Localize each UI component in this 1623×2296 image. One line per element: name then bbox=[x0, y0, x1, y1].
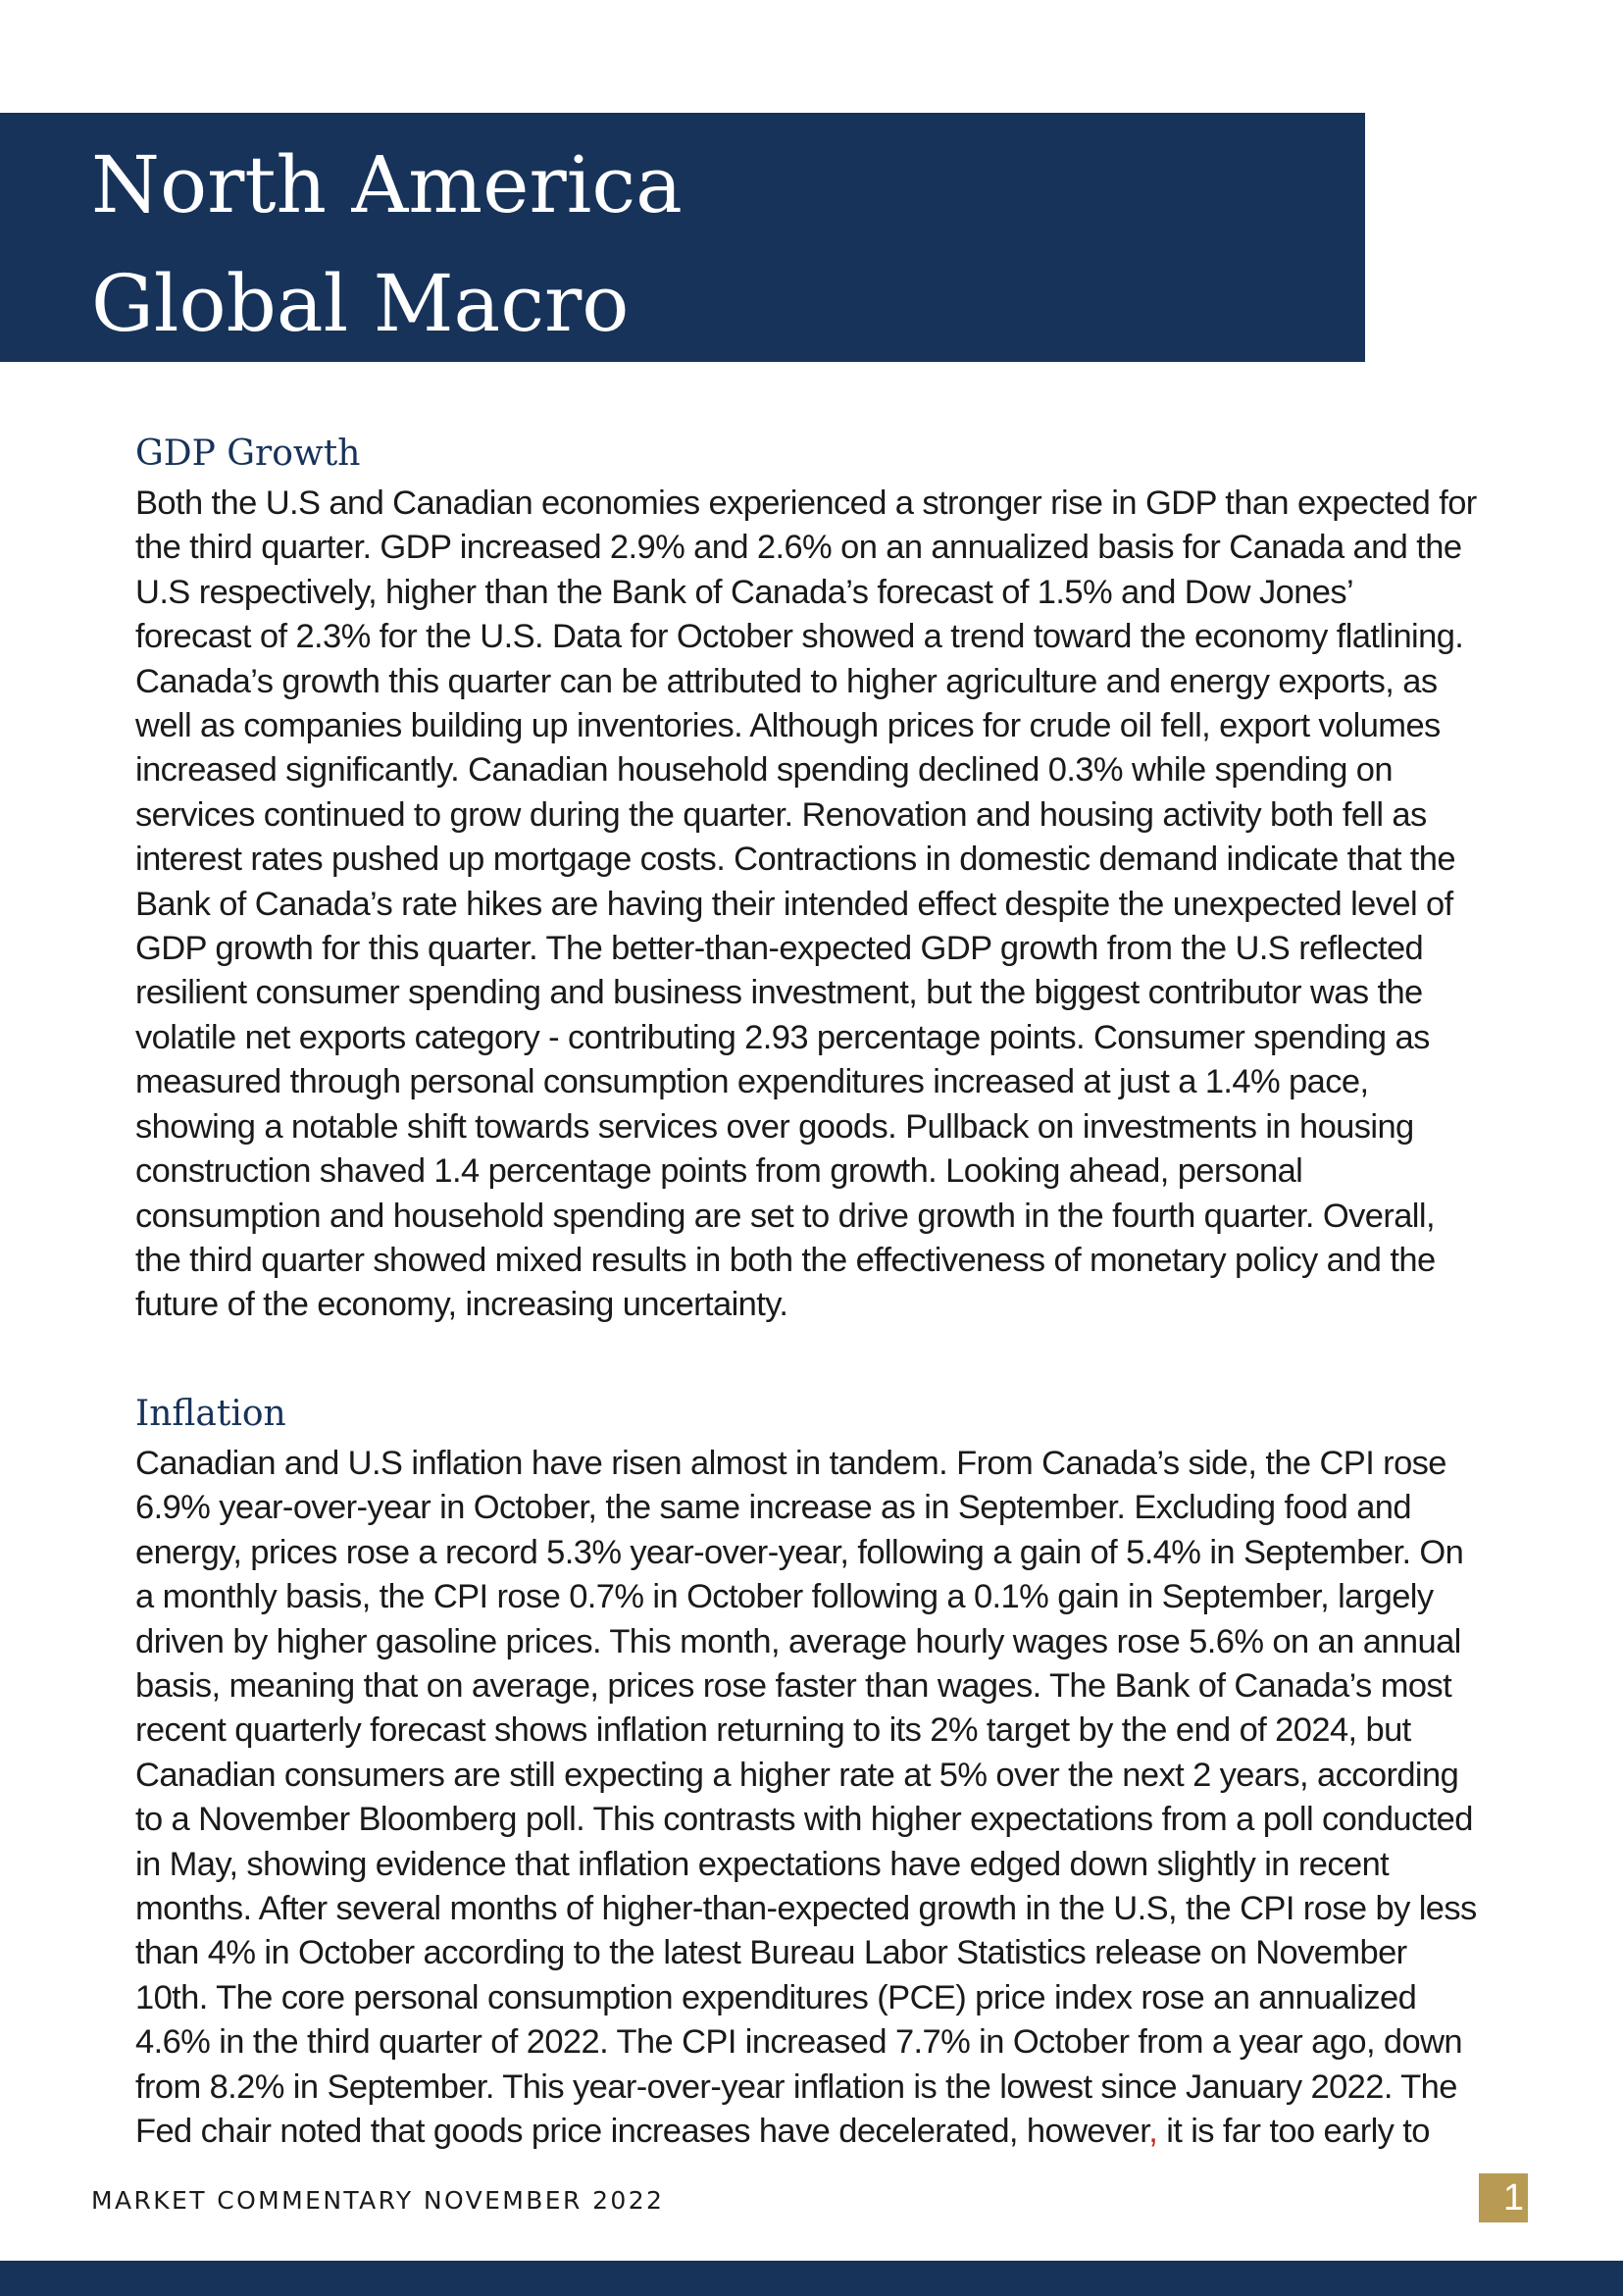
report-title-line-1: North America bbox=[91, 139, 683, 230]
paragraph-line: than 4% in October according to the latest Bureau Labor Statistics release on November bbox=[135, 1934, 1407, 1972]
gdp-growth-paragraph bbox=[135, 482, 1477, 1328]
paragraph-line: well as companies building up inventories. Although prices for crude oil fell, export volumes bbox=[135, 707, 1441, 745]
footer-bar bbox=[0, 2261, 1623, 2296]
line-text-after: it is far too early to bbox=[1157, 2113, 1430, 2151]
paragraph-line: in May, showing evidence that inflation expectations have edged down slightly in recent bbox=[135, 1845, 1390, 1883]
line-text-before: Fed chair noted that goods price increases have decelerated, however bbox=[135, 2113, 1149, 2151]
paragraph-line: showing a notable shift towards services over goods. Pullback on investments in housing bbox=[135, 1107, 1414, 1146]
paragraph-line-last bbox=[135, 2110, 1477, 2154]
paragraph-line: increased significantly. Canadian household spending declined 0.3% while spending on bbox=[135, 751, 1393, 790]
paragraph-line: GDP growth for this quarter. The better-than-expected GDP growth from the U.S reflected bbox=[135, 930, 1424, 968]
paragraph-line: recent quarterly forecast shows inflation returning to its 2% target by the end of 2024, but bbox=[135, 1711, 1411, 1750]
paragraph-line: future of the economy, increasing uncertainty. bbox=[135, 1286, 788, 1324]
paragraph-line: a monthly basis, the CPI rose 0.7% in October following a 0.1% gain in September, largely bbox=[135, 1578, 1434, 1616]
paragraph-line: energy, prices rose a record 5.3% year-over-year, following a gain of 5.4% in September. On bbox=[135, 1533, 1464, 1571]
paragraph-line: 4.6% in the third quarter of 2022. The CPI increased 7.7% in October from a year ago, down bbox=[135, 2023, 1462, 2062]
paragraph-line: U.S respectively, higher than the Bank of Canada’s forecast of 1.5% and Dow Jones’ bbox=[135, 573, 1354, 611]
section-heading-inflation: Inflation bbox=[135, 1394, 286, 1434]
paragraph-line: volatile net exports category - contributing 2.93 percentage points. Consumer spending as bbox=[135, 1018, 1430, 1056]
paragraph-line: basis, meaning that on average, prices rose faster than wages. The Bank of Canada’s most bbox=[135, 1667, 1452, 1706]
paragraph-line: Bank of Canada’s rate hikes are having their intended effect despite the unexpected level of bbox=[135, 885, 1453, 923]
paragraph-line: resilient consumer spending and business investment, but the biggest contributor was the bbox=[135, 974, 1423, 1012]
paragraph-line: driven by higher gasoline prices. This month, average hourly wages rose 5.6% on an annual bbox=[135, 1622, 1461, 1660]
paragraph-line: interest rates pushed up mortgage costs. Contractions in domestic demand indicate that the bbox=[135, 841, 1455, 879]
report-title-line-2: Global Macro bbox=[91, 258, 630, 349]
spelling-mark: , bbox=[1148, 2113, 1158, 2151]
paragraph-line: the third quarter showed mixed results in both the effectiveness of monetary policy and the bbox=[135, 1241, 1436, 1279]
paragraph-line: the third quarter. GDP increased 2.9% and 2.6% on an annualized basis for Canada and the bbox=[135, 529, 1462, 567]
paragraph-line: Canadian consumers are still expecting a higher rate at 5% over the next 2 years, according bbox=[135, 1756, 1459, 1794]
inflation-paragraph bbox=[135, 1442, 1477, 2155]
paragraph-line: measured through personal consumption expenditures increased at just a 1.4% pace, bbox=[135, 1063, 1369, 1101]
page-number: 1 bbox=[1502, 2177, 1524, 2219]
page-number-badge bbox=[1479, 2173, 1528, 2222]
title-banner bbox=[0, 113, 1365, 362]
paragraph-line: Canadian and U.S inflation have risen almost in tandem. From Canada’s side, the CPI rose bbox=[135, 1445, 1446, 1482]
paragraph-line: to a November Bloomberg poll. This contrasts with higher expectations from a poll conducted bbox=[135, 1801, 1473, 1839]
paragraph-line: forecast of 2.3% for the U.S. Data for October showed a trend toward the economy flatlining. bbox=[135, 618, 1464, 656]
paragraph-line: services continued to grow during the quarter. Renovation and housing activity both fell as bbox=[135, 795, 1427, 834]
paragraph-line: construction shaved 1.4 percentage points from growth. Looking ahead, personal bbox=[135, 1152, 1303, 1191]
footer-label: MARKET COMMENTARY NOVEMBER 2022 bbox=[91, 2186, 665, 2215]
paragraph-line: 10th. The core personal consumption expenditures (PCE) price index rose an annualized bbox=[135, 1978, 1417, 2016]
paragraph-line: Both the U.S and Canadian economies experienced a stronger rise in GDP than expected for bbox=[135, 485, 1477, 522]
paragraph-line: 6.9% year-over-year in October, the same increase as in September. Excluding food and bbox=[135, 1489, 1411, 1527]
paragraph-line: from 8.2% in September. This year-over-year inflation is the lowest since January 2022. The bbox=[135, 2067, 1457, 2106]
paragraph-line: Canada’s growth this quarter can be attributed to higher agriculture and energy exports, as bbox=[135, 662, 1438, 700]
paragraph-line: months. After several months of higher-than-expected growth in the U.S, the CPI rose by less bbox=[135, 1890, 1477, 1928]
paragraph-line: consumption and household spending are set to drive growth in the fourth quarter. Overall, bbox=[135, 1197, 1435, 1235]
section-heading-gdp-growth: GDP Growth bbox=[135, 434, 361, 474]
